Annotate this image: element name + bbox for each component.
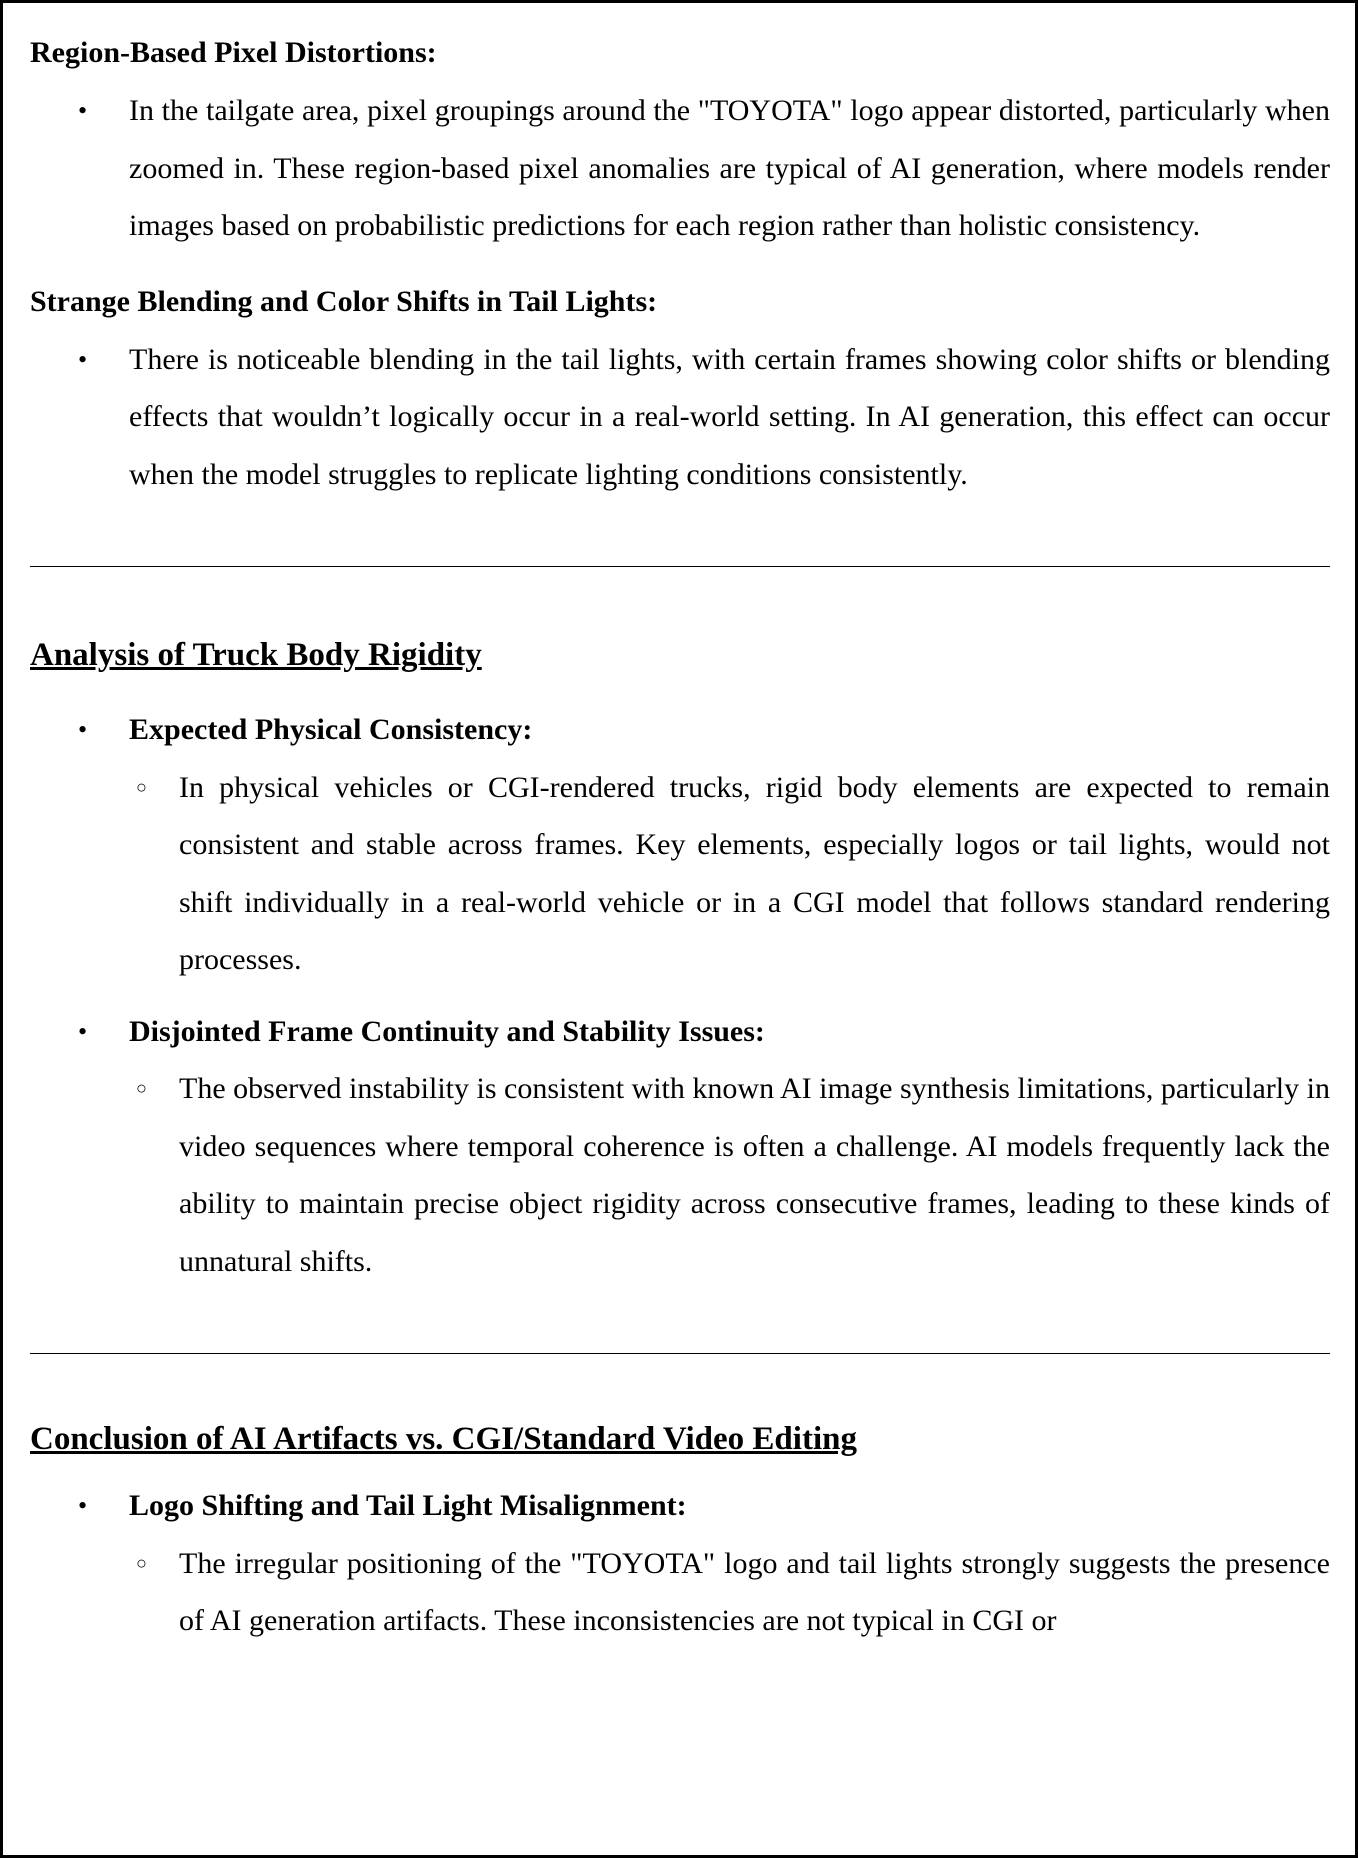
blending-text: There is noticeable blending in the tail lights, with certain frames showing color shifts or blending effects that wouldn’t logically occur in a real-world setting. In AI generation, this effect can occur when the model struggles to replicate lighting conditions consistently. <box>129 342 1330 491</box>
rigidity-item-label: Expected Physical Consistency: <box>129 713 533 746</box>
bullet-icon: • <box>78 96 88 125</box>
region-pixel-heading: Region-Based Pixel Distortions: <box>30 36 437 69</box>
rigidity-list <box>30 701 1330 1290</box>
conclusion-item-text: The irregular positioning of the "TOYOTA" logo and tail lights strongly suggests the presence of AI generation artifacts. These inconsistencies are not typical in CGI or <box>179 1546 1330 1637</box>
circle-bullet-icon: ○ <box>136 1078 147 1098</box>
rigidity-item-label: Disjointed Frame Continuity and Stability Issues: <box>129 1014 765 1048</box>
conclusion-list <box>30 1477 1330 1650</box>
list-item <box>30 1477 1330 1535</box>
blending-heading: Strange Blending and Color Shifts in Tail Lights: <box>30 284 658 318</box>
rigidity-section <box>30 633 1330 1290</box>
bullet-icon: • <box>78 1016 88 1046</box>
circle-bullet-icon: ○ <box>136 1552 147 1573</box>
list-item <box>30 82 1330 255</box>
list-item <box>30 701 1330 759</box>
rigidity-item-text: The observed instability is consistent with known AI image synthesis limitations, particularly in video sequences where temporal coherence is often a challenge. AI models frequently lack the ability to maintain precise object rigidity across consecutive frames, leading to these kinds of unnatural shifts. <box>179 1072 1330 1278</box>
circle-bullet-icon: ○ <box>136 776 147 797</box>
conclusion-section <box>30 1417 1330 1650</box>
rigidity-title: Analysis of Truck Body Rigidity <box>30 637 482 673</box>
blending-section <box>30 281 1330 504</box>
blending-list <box>30 331 1330 504</box>
bullet-icon: • <box>78 344 88 374</box>
region-pixel-text: In the tailgate area, pixel groupings around the "TOYOTA" logo appear distorted, particularly when zoomed in. These region-based pixel anomalies are typical of AI generation, where models render images based on probabilistic predictions for each region rather than holistic consistency. <box>129 94 1330 242</box>
region-pixel-section <box>30 32 1330 255</box>
list-item <box>30 1060 1330 1290</box>
conclusion-title: Conclusion of AI Artifacts vs. CGI/Standard Video Editing <box>30 1421 857 1457</box>
list-item <box>30 1535 1330 1650</box>
rigidity-item-text: In physical vehicles or CGI-rendered trucks, rigid body elements are expected to remain consistent and stable across frames. Key elements, especially logos or tail lights, would not shift individually in a real-world vehicle or in a CGI model that follows standard rendering processes. <box>179 770 1330 976</box>
list-item <box>30 1003 1330 1061</box>
document-body <box>30 28 1330 1650</box>
bullet-icon: • <box>78 715 88 744</box>
divider <box>30 1353 1330 1354</box>
list-item <box>30 759 1330 989</box>
conclusion-item-label: Logo Shifting and Tail Light Misalignment: <box>129 1489 687 1522</box>
list-item <box>30 331 1330 504</box>
divider <box>30 566 1330 567</box>
bullet-icon: • <box>78 1491 88 1520</box>
region-pixel-list <box>30 82 1330 255</box>
